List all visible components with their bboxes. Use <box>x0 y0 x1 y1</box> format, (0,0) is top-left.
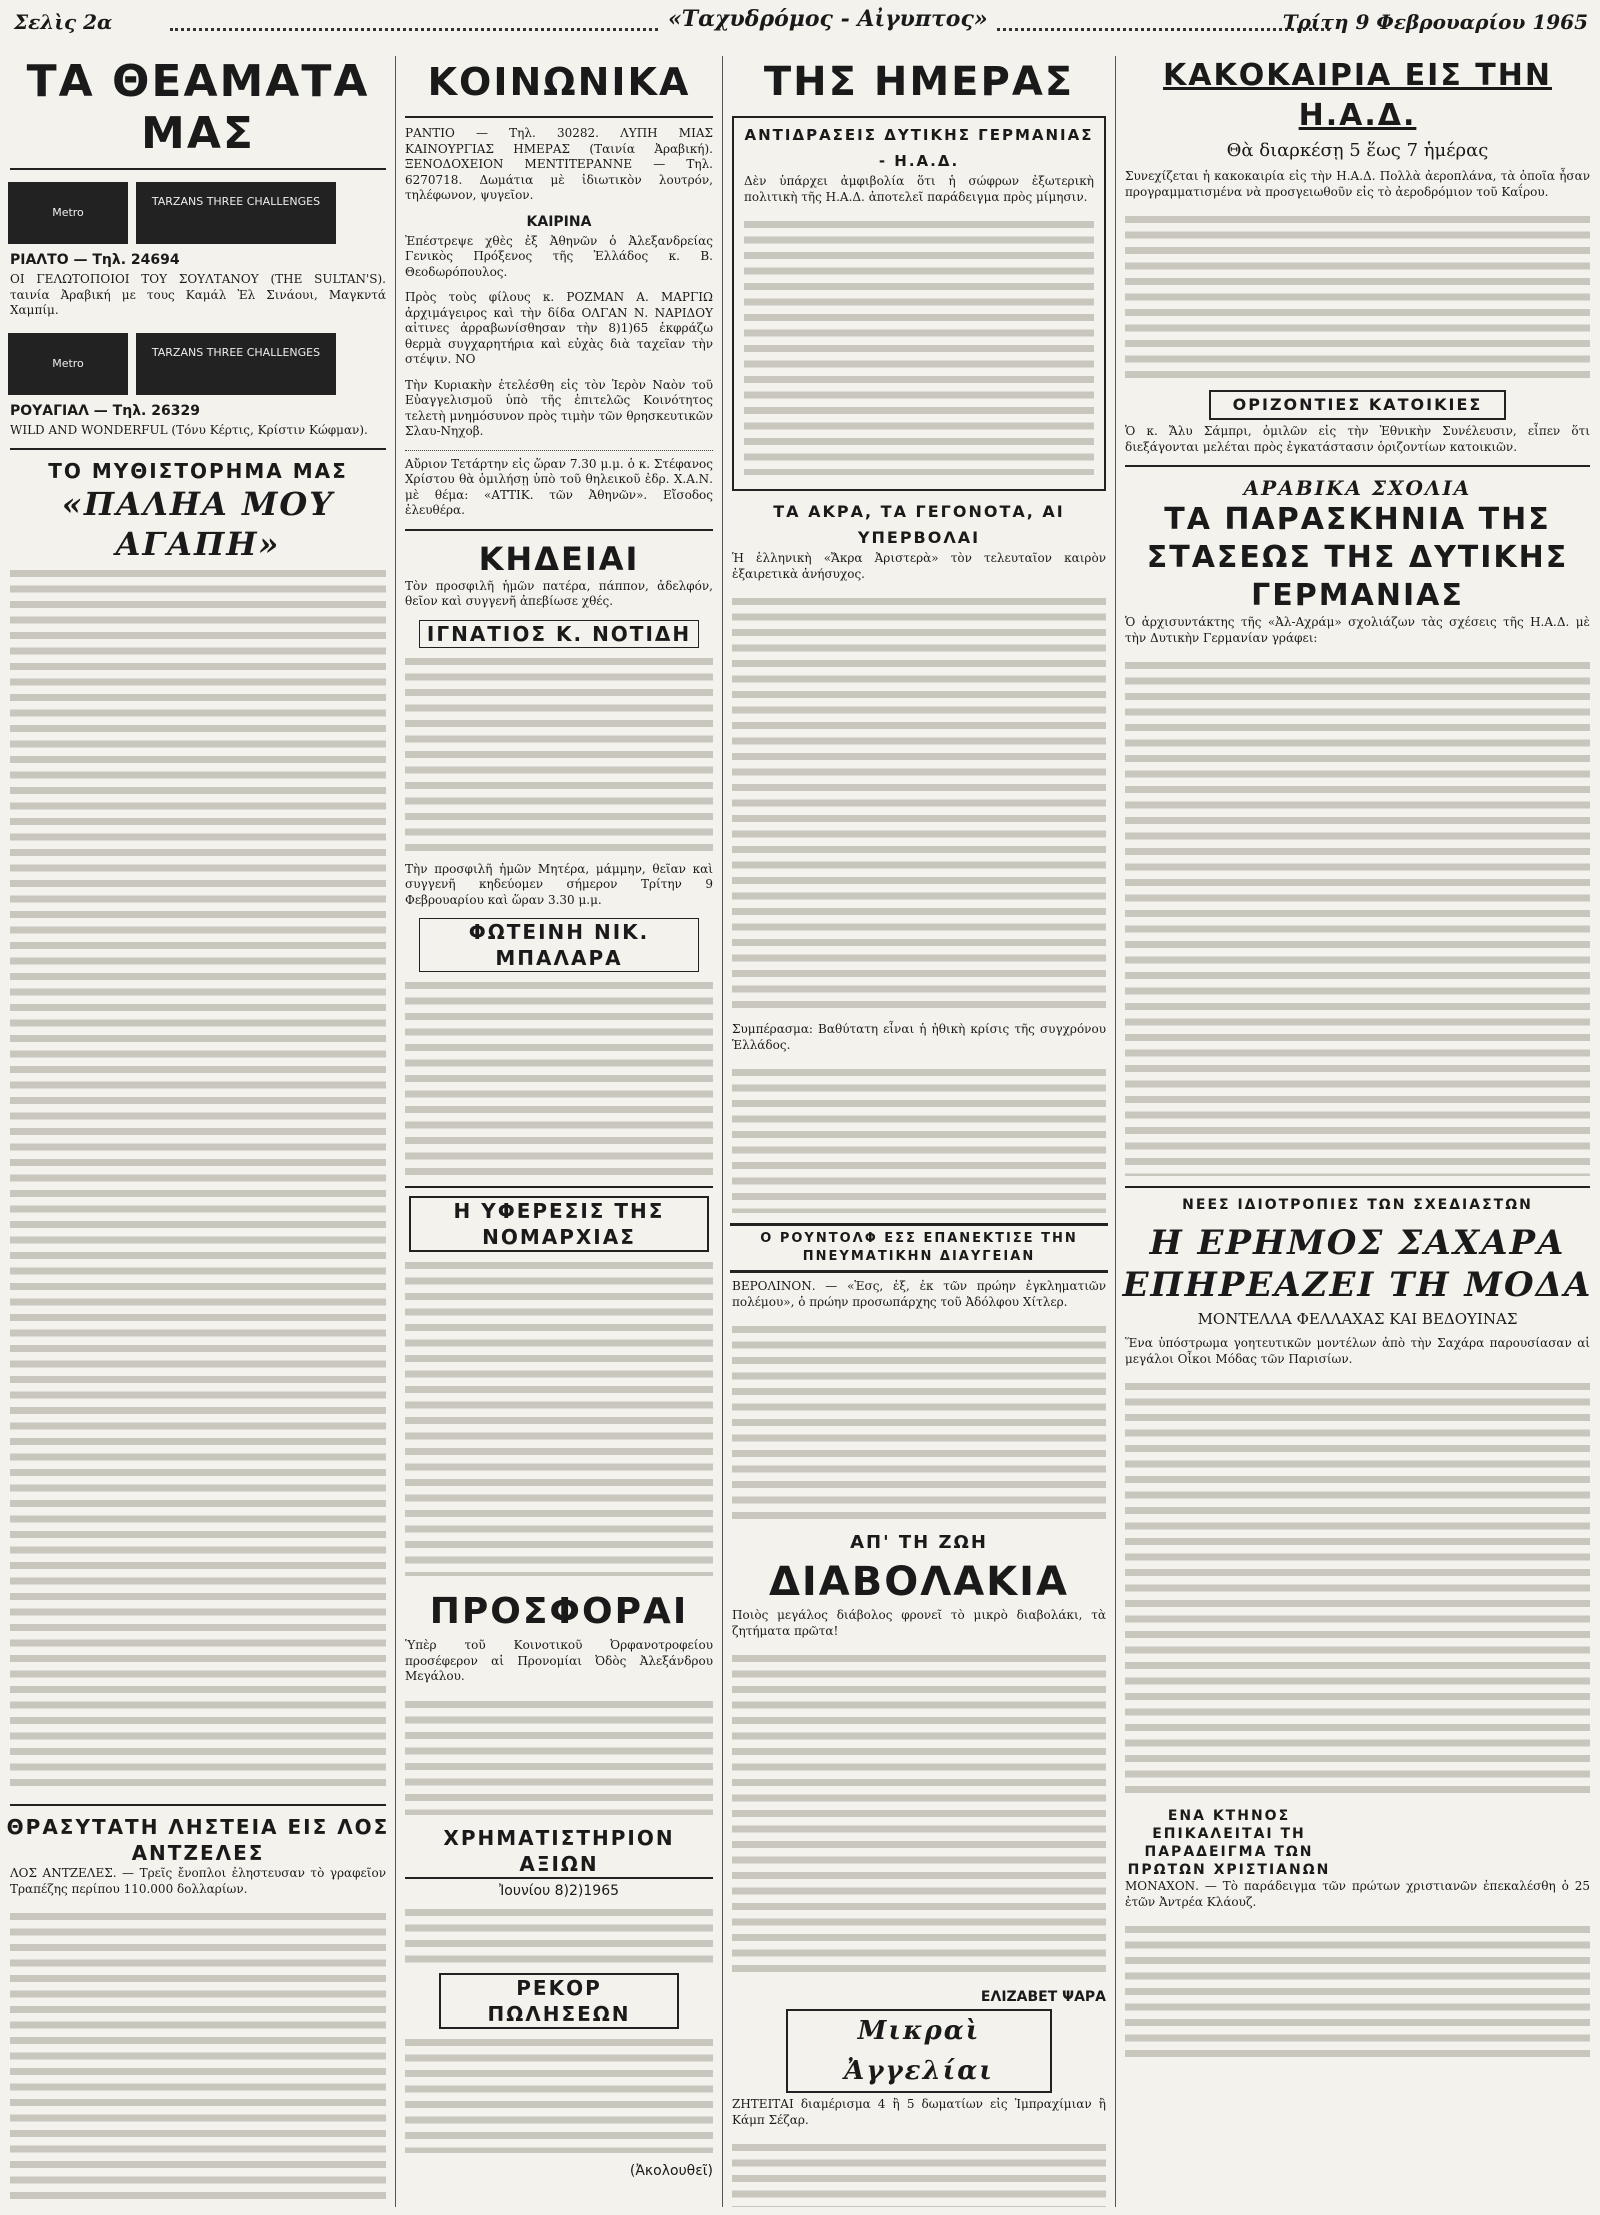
divider <box>10 1804 386 1806</box>
novel-body <box>10 564 386 1794</box>
exchange-date: Ἰουνίου 8)2)1965 <box>498 1882 620 1899</box>
funeral-body-2 <box>405 976 713 1176</box>
life-heading: ΑΠ' ΤΗ ΖΩΗ <box>850 1532 988 1553</box>
day-body-1 <box>744 215 1094 475</box>
metro-logo: Metro <box>8 182 128 244</box>
offers-body <box>405 1695 713 1815</box>
day-body-3 <box>732 1063 1106 1213</box>
cinema-rialto: ΡΙΑΛΤΟ — Τηλ. 24694 <box>10 252 180 268</box>
fashion-subtitle: ΜΟΝΤΕΛΛΑ ΦΕΛΛΑΧΑΣ ΚΑΙ ΒΕΔΟΥΙΝΑΣ <box>1197 1310 1518 1328</box>
arab-comments-body <box>1125 656 1590 1176</box>
nomarchy-body <box>405 1256 713 1576</box>
novel-title: «ΠΑΛΗΑ ΜΟΥ ΑΓΑΠΗ» <box>61 485 335 563</box>
column-news <box>1119 56 1596 2207</box>
continued-note: (Ἀκολουθεῖ) <box>629 2162 713 2179</box>
church-heading: ΕΝΑ ΚΤΗΝΟΣ ΕΠΙΚΑΛΕΙΤΑΙ ΤΗ ΠΑΡΑΔΕΙΓΜΑ ΤΩΝ ΠΡΩΤΩΝ ΧΡΙΣΤΙΑΝΩΝ <box>1127 1808 1331 1878</box>
social-notice-4: Τὴν Κυριακὴν ἐτελέσθη εἰς τὸν Ἱερὸν Ναὸν τοῦ Εὐαγγελισμοῦ ὑπὸ τῆς ἐπιτελῶς Κοινότητος τελετὴ μνημόσυνον πρὸς τιμὴν τῶν θρησκευτικῶν Σλαυ-Νηχοβ. <box>405 377 713 438</box>
weather-title: ΚΑΚΟΚΑΙΡΙΑ ΕΙΣ ΤΗΝ Η.Α.Δ. <box>1163 58 1552 133</box>
funeral-name-2: ΦΩΤΕΙΝΗ ΝΙΚ. ΜΠΑΛΑΡΑ <box>419 918 699 972</box>
funeral-body-1 <box>405 652 713 852</box>
funerals-heading: ΚΗΔΕΙΑΙ <box>478 539 640 578</box>
tarzan-banner: TARZANS THREE CHALLENGES <box>136 333 336 395</box>
fashion-body <box>1125 1377 1590 1797</box>
classifieds-heading: Μικραὶ Ἀγγελίαι <box>786 2009 1052 2093</box>
divider <box>1125 465 1590 467</box>
section-title-day: ΤΗΣ ΗΜΕΡΑΣ <box>763 59 1075 105</box>
weather-subtitle: Θὰ διαρκέσῃ 5 ἕως 7 ἡμέρας <box>1226 140 1489 161</box>
diavolakia-body <box>732 1649 1106 1979</box>
record-sales-heading: ΡΕΚΟΡ ΠΩΛΗΣΕΩΝ <box>439 1973 679 2029</box>
nomarchy-heading: Η ΥΦΕΡΕΣΙΣ ΤΗΣ ΝΟΜΑΡΧΙΑΣ <box>409 1196 709 1252</box>
hess-body <box>732 1320 1106 1520</box>
classifieds-body <box>732 2138 1106 2207</box>
day-heading-1: ΑΝΤΙΔΡΑΣΕΙΣ ΔΥΤΙΚΗΣ ΓΕΡΜΑΝΙΑΣ - Η.Α.Δ. <box>744 126 1094 170</box>
section-title-spectacles: ΤΑ ΘΕΑΜΑΤΑ ΜΑΣ <box>26 56 370 159</box>
cinema-ad-2 <box>4 329 392 399</box>
column-of-the-day <box>726 56 1112 2207</box>
column-divider <box>722 56 723 2207</box>
funeral-name-1: ΙΓΝΑΤΙΟΣ Κ. ΝΟΤΙΔΗ <box>419 620 699 648</box>
day-body-2 <box>732 592 1106 1012</box>
weather-text: Συνεχίζεται ἡ κακοκαιρία εἰς τὴν Η.Α.Δ. Πολλὰ ἀεροπλάνα, τὰ ὁποῖα ἦσαν προγραμματισμένα νὰ προσγειωθοῦν εἰς τὸ ἀεροδρόμιον τοῦ Καΐρου. <box>1125 169 1590 199</box>
arab-comments-heading: ΑΡΑΒΙΚΑ ΣΧΟΛΙΑ <box>1243 476 1472 500</box>
divider <box>405 529 713 531</box>
fashion-text: Ἕνα ὑπόστρωμα γοητευτικῶν μοντέλων ἀπὸ τὴν Σαχάρα παρουσίασαν αἱ μεγάλοι Οἶκοι Μόδας τῶν Παρισίων. <box>1125 1336 1590 1366</box>
author-signature: ΕΛΙΖΑΒΕΤ ΨΑΡΑ <box>980 1989 1106 2005</box>
column-divider <box>395 56 396 2207</box>
novel-heading: ΤΟ ΜΥΘΙΣΤΟΡΗΜΑ ΜΑΣ <box>48 459 348 483</box>
theft-text: ΛΟΣ ΑΝΤΖΕΛΕΣ. — Τρεῖς ἔνοπλοι ἐληστευσαν τὸ γραφεῖον Τραπέζης περίπου 110.000 δολλαρίων. <box>10 1866 386 1896</box>
masthead <box>0 0 1600 52</box>
exchange-table <box>405 1903 713 1963</box>
day-text-3: Συμπέρασμα: Βαθύτατη εἶναι ἡ ἠθικὴ κρίσις τῆς συγχρόνου Ἑλλάδος. <box>732 1022 1106 1052</box>
divider <box>10 168 386 170</box>
day-text-2: Ἡ ἑλληνικὴ «Ἄκρα Ἀριστερὰ» τὸν τελευταῖον καιρὸν ἐξαιρετικὰ ἀνήσυχος. <box>732 551 1106 581</box>
classifieds-text: ΖΗΤΕΙΤΑΙ διαμέρισμα 4 ἢ 5 δωματίων εἰς Ἰμπραχίμιαν ἢ Κάμπ Σέζαρ. <box>732 2097 1106 2127</box>
record-body <box>405 2033 713 2153</box>
newspaper-name: «Ταχυδρόμος - Αἰγυπτος» <box>660 6 996 32</box>
cinema-ad-1 <box>4 178 392 248</box>
arab-comments-title: ΤΑ ΠΑΡΑΣΚΗΝΙΑ ΤΗΣ ΣΤΑΣΕΩΣ ΤΗΣ ΔΥΤΙΚΗΣ ΓΕΡΜΑΝΙΑΣ <box>1146 502 1569 613</box>
column-spectacles <box>4 56 392 2207</box>
day-text-1: Δὲν ὑπάρχει ἀμφιβολία ὅτι ἡ σώφρων ἐξωτερικὴ πολιτικὴ τῆς Η.Α.Δ. ἀποτελεῖ παράδειγμα πρὸς μίμησιν. <box>744 174 1094 204</box>
day-box <box>732 116 1106 491</box>
theft-heading: ΘΡΑΣΥΤΑΤΗ ΛΗΣΤΕΙΑ ΕΙΣ ΛΟΣ ΑΝΤΖΕΛΕΣ <box>6 1815 390 1865</box>
social-notice-2: Ἐπέστρεψε χθὲς ἐξ Ἀθηνῶν ὁ Ἀλεξανδρείας Γενικὸς Πρόξενος τῆς Ἑλλάδος κ. Β. Θεοδωρόπουλος. <box>405 233 713 279</box>
lecture-notice: Αὔριον Τετάρτην εἰς ὥραν 7.30 μ.μ. ὁ κ. Στέφανος Χρίστου θὰ ὁμιλήσῃ ὑπὸ τοῦ θηλεικοῦ ἐδρ. Χ.Α.Ν. μὲ θέμα: «ΑΤΤΙΚ. τῶν Ἀθηνῶν». Εἴσοδος ἐλευθέρα. <box>405 456 713 517</box>
hess-text: ΒΕΡΟΛΙΝΟΝ. — «Ἑσς, ἐξ, ἐκ τῶν πρώην ἐγκληματιῶν πολέμου», ὁ πρώην προσωπάρχης τοῦ Ἀδόλφου Χίτλερ. <box>732 1279 1106 1309</box>
cinema-rialto-text: ΟΙ ΓΕΛΩΤΟΠΟΙΟΙ ΤΟΥ ΣΟΥΛΤΑΝΟΥ (THE SULTAN'S). ταινία Ἀραβική με τους Καμάλ Ἐλ Σινάουι, Μαγκντά Χαμπίμ. <box>10 272 386 317</box>
offers-heading: ΠΡΟΣΦΟΡΑΙ <box>429 1591 689 1632</box>
housing-text: Ὁ κ. Ἄλυ Σάμπρι, ὁμιλῶν εἰς τὴν Ἐθνικὴν Συνέλευσιν, εἶπεν ὅτι διεξάγονται μελέται πρὸς ἐγκατάστασιν ὁριζοντίων κατοικιῶν. <box>1125 424 1590 454</box>
funeral-intro: Τὸν προσφιλῆ ἡμῶν πατέρα, πάππον, ἀδελφόν, θεῖον καὶ συγγενῆ ἀπεβίωσε χθές. <box>405 578 713 608</box>
section-title-social: ΚΟΙΝΩΝΙΚΑ <box>427 60 691 104</box>
hess-heading: Ο ΡΟΥΝΤΟΛΦ ΕΣΣ ΕΠΑΝΕΚΤΙΣΕ ΤΗΝ ΠΝΕΥΜΑΤΙΚΗΝ ΔΙΑΥΓΕΙΑΝ <box>730 1223 1108 1273</box>
divider <box>405 450 713 451</box>
cinema-royal: ΡΟΥΑΓΙΑΛ — Τηλ. 26329 <box>10 402 200 419</box>
cinema-royal-text: WILD AND WONDERFUL (Τόνυ Κέρτις, Κρίστιν Κώφμαν). <box>10 422 368 437</box>
column-divider <box>1115 56 1116 2207</box>
tarzan-banner: TARZANS THREE CHALLENGES <box>136 182 336 244</box>
exchange-heading: ΧΡΗΜΑΤΙΣΤΗΡΙΟΝ ΑΞΙΩΝ <box>405 1825 713 1879</box>
fashion-title: Η ΕΡΗΜΟΣ ΣΑΧΑΡΑ ΕΠΗΡΕΑΖΕΙ ΤΗ ΜΟΔΑ <box>1122 1223 1593 1305</box>
metro-logo: Metro <box>8 333 128 395</box>
diavolakia-heading: ΔΙΑΒΟΛΑΚΙΑ <box>768 1559 1070 1605</box>
fashion-kicker: ΝΕΕΣ ΙΔΙΟΤΡΟΠΙΕΣ ΤΩΝ ΣΧΕΔΙΑΣΤΩΝ <box>1125 1186 1590 1218</box>
church-body <box>1125 1920 1590 2060</box>
divider <box>405 1186 713 1188</box>
divider <box>405 116 713 118</box>
issue-date: Τρίτη 9 Φεβρουαρίου 1965 <box>1282 10 1588 34</box>
diavolakia-text: Ποιὸς μεγάλος διάβολος φρονεῖ τὸ μικρὸ διαβολάκι, τὰ ζητήματα πρῶτα! <box>732 1608 1106 1638</box>
day-heading-2: ΤΑ ΑΚΡΑ, ΤΑ ΓΕΓΟΝΟΤΑ, ΑΙ ΥΠΕΡΒΟΛΑΙ <box>773 502 1065 547</box>
theft-body <box>10 1907 386 2207</box>
social-notice-1: ΡΑΝΤΙΟ — Τηλ. 30282. ΛΥΠΗ ΜΙΑΣ ΚΑΙΝΟΥΡΓΙΑΣ ΗΜΕΡΑΣ (Ταινία Ἀραβική). ΞΕΝΟΔΟΧΕΙΟΝ ΜΕΝΤΙΤΕΡΑΝΝΕ — Τηλ. 6270718. Δωμάτια μὲ ἰδιωτικὸν λουτρόν, τηλέφωνον, ψυγεῖον. <box>405 126 713 202</box>
funeral-intro-2: Τὴν προσφιλῆ ἡμῶν Μητέρα, μάμμην, θεῖαν καὶ συγγενῆ κηδεύομεν σήμερον Τρίτην 9 Φεβρουαρίου καὶ ὥραν 3.30 μ.μ. <box>405 861 713 907</box>
housing-heading: ΟΡΙΖΟΝΤΙΕΣ ΚΑΤΟΙΚΙΕΣ <box>1209 390 1506 420</box>
kairina-signature: ΚΑΙΡΙΝΑ <box>526 213 592 230</box>
church-text: ΜΟΝΑΧΟΝ. — Τὸ παράδειγμα τῶν πρώτων χριστιανῶν ἐπεκαλέσθη ὁ 25 ἐτῶν Ἀντρέα Κλάουζ. <box>1125 1879 1590 1909</box>
page-number: Σελὶς 2α <box>14 10 113 34</box>
divider <box>10 448 386 450</box>
offers-text: Ὑπὲρ τοῦ Κοινοτικοῦ Ὀρφανοτροφείου προσέφερον αἱ Προνομίαι Ὀδὸς Ἀλεξάνδρου Μεγάλου. <box>405 1638 713 1683</box>
column-social <box>399 56 719 2207</box>
weather-body <box>1125 210 1590 380</box>
arab-comments-text: Ὁ ἀρχισυντάκτης τῆς «Ἀλ-Αχράμ» σχολιάζων τὰς σχέσεις τῆς Η.Α.Δ. μὲ τὴν Δυτικὴν Γερμανίαν γράφει: <box>1125 615 1590 645</box>
social-notice-3: Πρὸς τοὺς φίλους κ. ΡΟΖΜΑΝ Α. ΜΑΡΓΙΩ ἀρχιμάγειρος καὶ τὴν δίδα ΟΛΓΑΝ Ν. ΝΑΡΙΔΟΥ αἰτινες ἀρραβωνίσθησαν τὴν 8)1)65 ἐκφράζω θερμὰ συγχαρητήρια καὶ εὐχὰς διὰ ταχεῖαν τὴν στέψιν. ΝΟ <box>405 290 713 366</box>
